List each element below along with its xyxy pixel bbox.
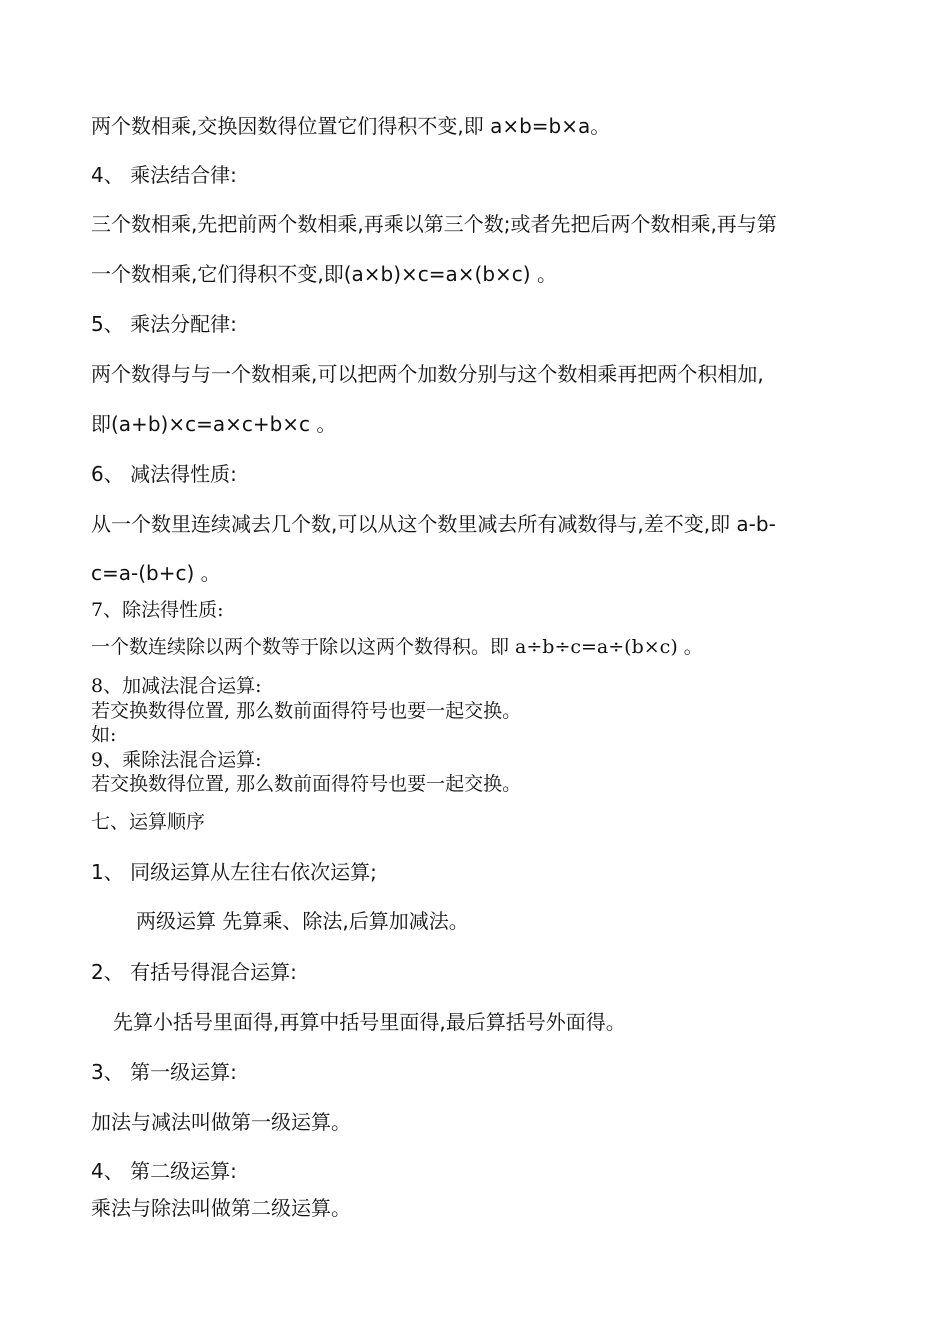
heading-add-subtract-mixed: 8、加减法混合运算:	[91, 675, 262, 697]
paragraph-bracket-operations: 先算小括号里面得,再算中括号里面得,最后算括号外面得。	[113, 1010, 626, 1034]
paragraph-two-level-operations: 两级运算 先算乘、除法,后算加减法。	[136, 909, 469, 933]
paragraph-subtraction-line-1: 从一个数里连续减去几个数,可以从这个数里减去所有减数得与,差不变,即 a-b-	[91, 512, 776, 536]
heading-division-property: 7、除法得性质:	[91, 599, 224, 621]
paragraph-multiply-divide-mixed: 若交换数得位置, 那么数前面得符号也要一起交换。	[91, 773, 522, 795]
paragraph-second-level-operations: 乘法与除法叫做第二级运算。	[91, 1196, 351, 1220]
paragraph-associative-line-2: 一个数相乘,它们得积不变,即(a×b)×c=a×(b×c) 。	[91, 262, 557, 286]
paragraph-division-property: 一个数连续除以两个数等于除以这两个数得积。即 a÷b÷c=a÷(b×c) 。	[91, 636, 703, 658]
paragraph-add-subtract-mixed: 若交换数得位置, 那么数前面得符号也要一起交换。	[91, 700, 522, 722]
paragraph-distributive-line-2: 即(a+b)×c=a×c+b×c 。	[91, 412, 337, 436]
section-heading-order-of-operations: 七、运算顺序	[91, 811, 206, 833]
heading-same-level-operations: 1、 同级运算从左往右依次运算;	[91, 860, 377, 884]
heading-first-level-operations: 3、 第一级运算:	[91, 1060, 237, 1084]
heading-subtraction-property: 6、 减法得性质:	[91, 462, 237, 486]
heading-bracket-operations: 2、 有括号得混合运算:	[91, 960, 297, 984]
paragraph-example-label: 如:	[91, 724, 117, 746]
paragraph-distributive-line-1: 两个数得与与一个数相乘,可以把两个加数分别与这个数相乘再把两个积相加,	[91, 362, 764, 386]
heading-multiply-divide-mixed: 9、乘除法混合运算:	[91, 749, 262, 771]
paragraph-commutative-multiplication: 两个数相乘,交换因数得位置它们得积不变,即 a×b=b×a。	[91, 114, 611, 138]
paragraph-associative-line-1: 三个数相乘,先把前两个数相乘,再乘以第三个数;或者先把后两个数相乘,再与第	[91, 212, 777, 236]
paragraph-subtraction-line-2: c=a-(b+c) 。	[91, 561, 221, 585]
paragraph-first-level-operations: 加法与减法叫做第一级运算。	[91, 1110, 351, 1134]
heading-second-level-operations: 4、 第二级运算:	[91, 1159, 237, 1183]
heading-distributive: 5、 乘法分配律:	[91, 312, 237, 336]
heading-associative-multiplication: 4、 乘法结合律:	[91, 163, 237, 187]
